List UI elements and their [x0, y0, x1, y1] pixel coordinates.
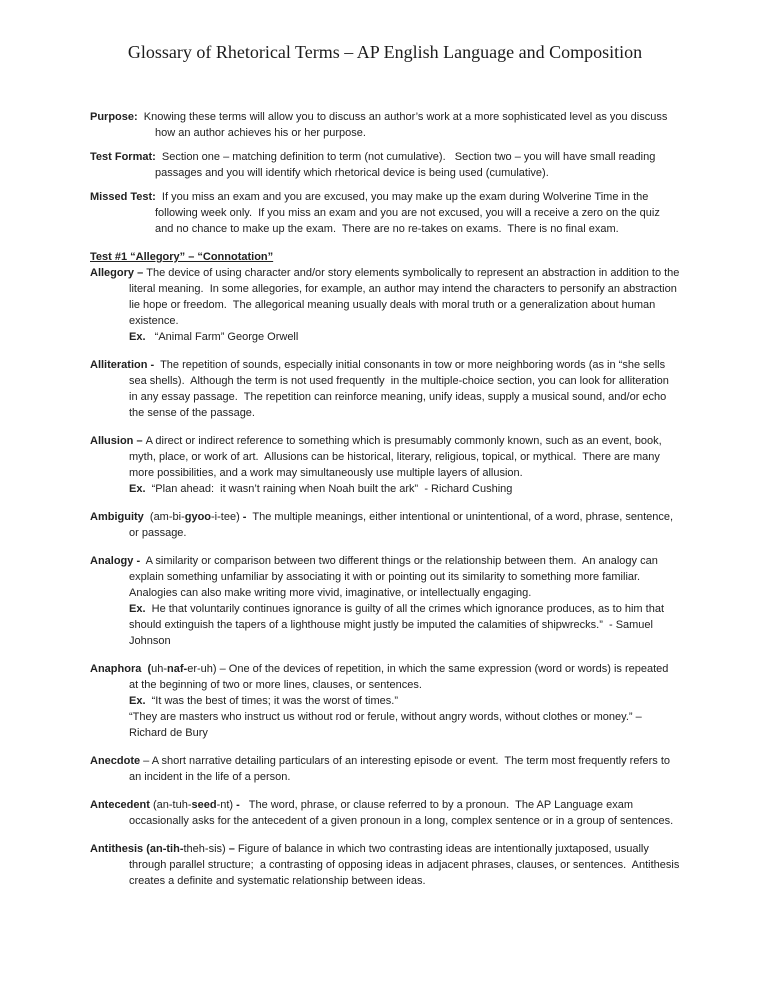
entry-example: Ex. “Plan ahead: it wasn’t raining when Noah built the ark” - Richard Cushing: [129, 483, 513, 495]
entry-definition: Anecdote – A short narrative detailing particulars of an interesting episode or event. The term most frequently refers to an incident in the life of a person.: [90, 755, 674, 783]
glossary-entry: [90, 841, 683, 889]
entry-example: Ex. “It was the best of times; it was the worst of times.”: [129, 695, 398, 707]
glossary-entry: [90, 553, 680, 649]
entry-definition: Allegory – The device of using character and/or story elements symbolically to represent an abstraction in addition to the literal meaning. In some allegories, for example, an author may intend the characters to personify an abstraction lie hope or freedom. The allegorical meaning usually deals with moral truth or a generalization about human existence.: [90, 267, 683, 327]
entry-definition: Alliteration - The repetition of sounds, especially initial consonants in tow or more neighboring words (as in “she sells sea shells). Although the term is not used frequently in the multiple-choice section, you can look for alliteration in any essay passage. The repetition can reinforce meaning, unify ideas, supply a musical sound, and/or echo the sense of the passage.: [90, 359, 672, 419]
entry-definition: Allusion – A direct or indirect reference to something which is presumably commonly known, such as an event, book, myth, place, or work of art. Allusions can be historical, literary, religious, topical, or mythical. There are many more possibilities, and a work may simultaneously use multiple layers of allusion.: [90, 435, 665, 479]
entries-section: [90, 265, 683, 889]
intro-section: [90, 109, 680, 237]
glossary-entry: [90, 797, 680, 829]
glossary-entry: [90, 509, 680, 541]
entry-definition: Antithesis (an-tih-theh-sis) – Figure of balance in which two contrasting ideas are intentionally juxtaposed, usually through parallel structure; a contrasting of opposing ideas in adjacent phrases, clauses, or sentences. Antithesis creates a definite and systematic relationship between ideas.: [90, 843, 683, 887]
entry-definition: Anaphora (uh-naf-er-uh) – One of the devices of repetition, in which the same expression (word or words) is repeated at the beginning of two or more lines, clauses, or sentences.: [90, 663, 672, 691]
glossary-entry: [90, 357, 680, 421]
section-heading: Test #1 “Allegory” – “Connotation”: [90, 251, 274, 263]
intro-item: Purpose: Knowing these terms will allow you to discuss an author’s work at a more sophisticated level as you discuss how an author achieves his or her purpose.: [90, 111, 671, 139]
glossary-entry: [90, 753, 680, 785]
intro-item: Missed Test: If you miss an exam and you are excused, you may make up the exam during Wolverine Time in the following week only. If you miss an exam and you are not excused, you will a receive a zero on the quiz and no chance to make up the exam. There are no re-takes on exams. There is no final exam.: [90, 191, 663, 235]
glossary-entry: [90, 433, 680, 497]
glossary-entry: [90, 661, 680, 741]
entry-definition: Ambiguity (am-bi-gyoo-i-tee) - The multiple meanings, either intentional or unintentional, of a word, phrase, sentence, or passage.: [90, 511, 677, 539]
page-title: Glossary of Rhetorical Terms – AP English Language and Composition: [127, 42, 643, 62]
entry-example: Ex. He that voluntarily continues ignorance is guilty of all the crimes which ignorance produces, as to him that should extinguish the tapers of a lighthouse might justly be imputed the calamities of shipwrecks.” - Samuel Johnson: [129, 603, 668, 647]
glossary-entry: [90, 265, 683, 345]
entry-definition: Analogy - A similarity or comparison between two different things or the relationship between them. An analogy can explain something unfamiliar by associating it with or pointing out its similarity to something more familiar. Analogies can also make writing more vivid, imaginative, or intellectually engaging.: [90, 555, 661, 599]
entry-example: “They are masters who instruct us without rod or ferule, without angry words, without clothes or money.” – Richard de Bury: [129, 711, 645, 739]
entry-definition: Antecedent (an-tuh-seed-nt) - The word, phrase, or clause referred to by a pronoun. The AP Language exam occasionally asks for the antecedent of a given pronoun in a long, complex sentence or in a group of sentences.: [90, 799, 674, 827]
entry-example: Ex. “Animal Farm” George Orwell: [129, 331, 299, 343]
intro-item: Test Format: Section one – matching definition to term (not cumulative). Section two – you will have small reading passages and you will identify which rhetorical device is being used (cumulative).: [90, 151, 659, 179]
